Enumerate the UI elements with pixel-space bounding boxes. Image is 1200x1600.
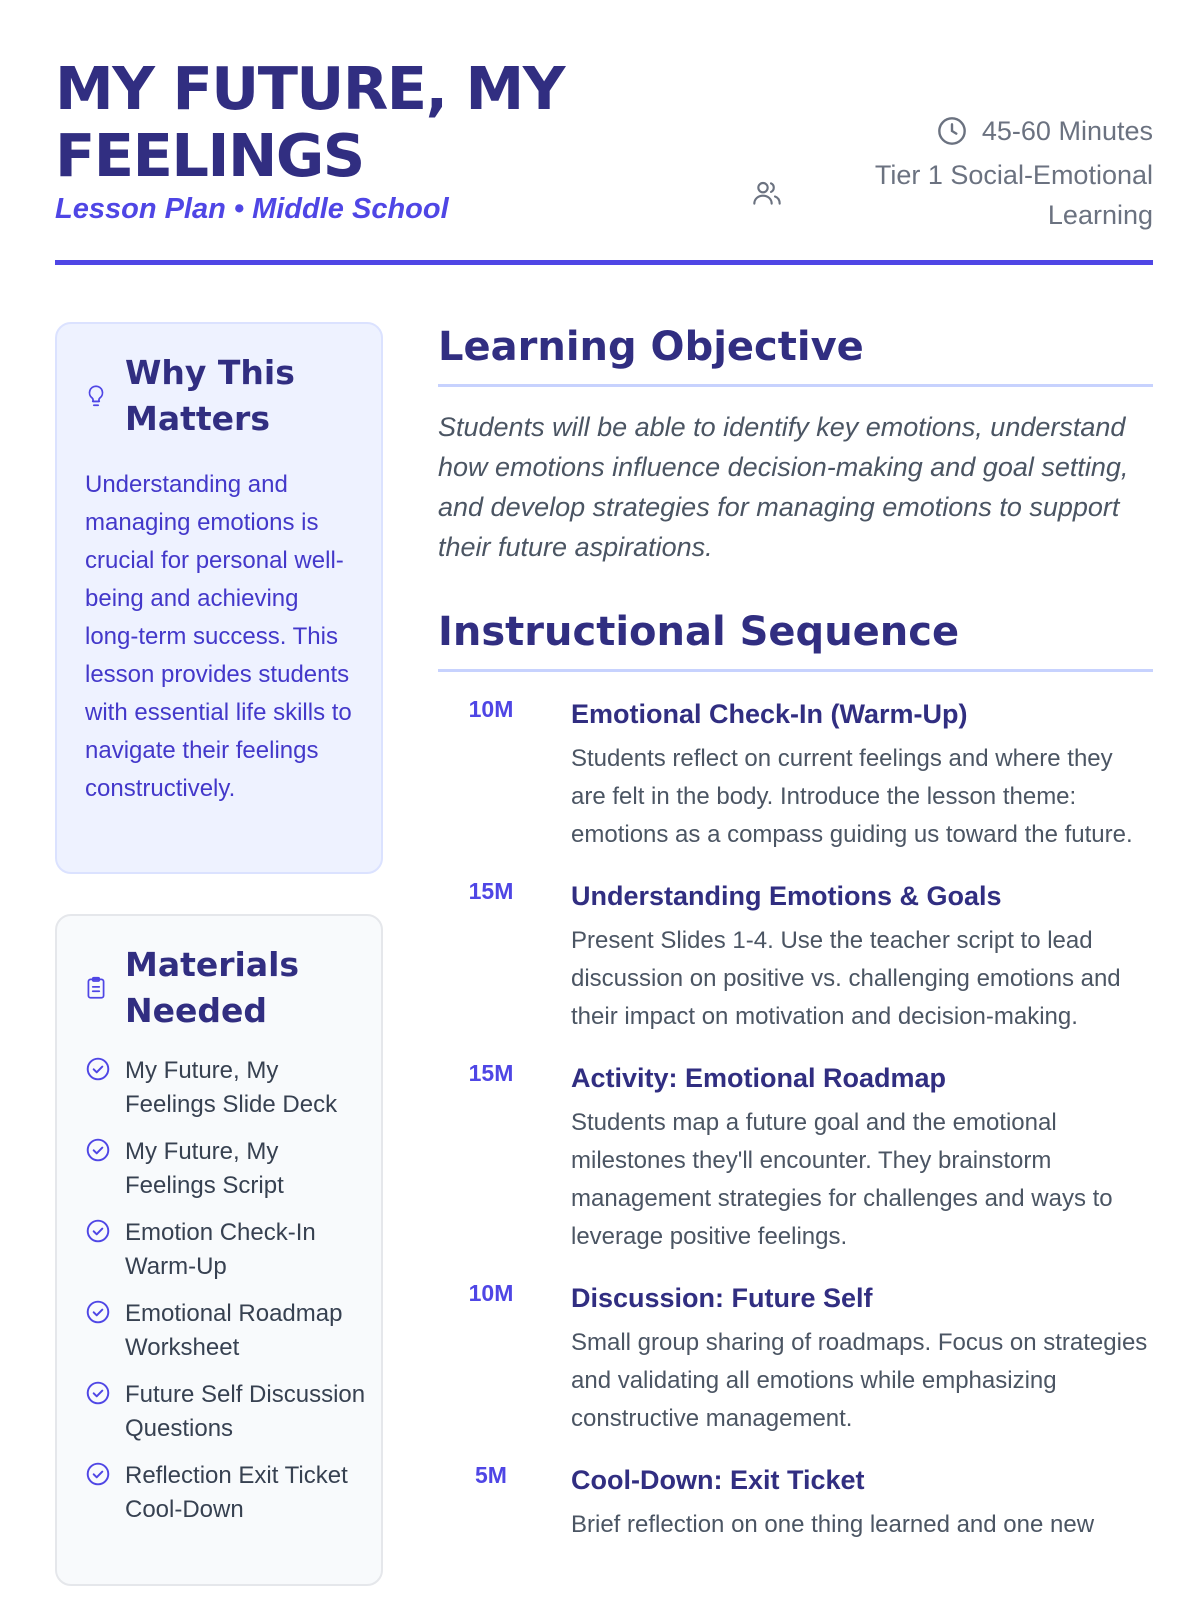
users-icon xyxy=(751,177,783,209)
why-text: Understanding and managing emotions is crucial for personal well-being and achieving long-term success. This lesson provides students with essential life skills to navigate their feelings constructively. xyxy=(85,471,352,802)
check-circle-icon xyxy=(85,1137,111,1163)
list-item xyxy=(85,1378,375,1446)
tier-label: Tier 1 Social-Emotional Learning xyxy=(874,160,1153,230)
step-duration: 15M xyxy=(468,1060,514,1086)
list-item xyxy=(85,1135,375,1203)
step-title: Understanding Emotions & Goals xyxy=(571,881,1002,911)
objective-text: Students will be able to identify key emotions, understand how emotions influence decision-making and goal setting, and develop strategies for managing emotions to support their future aspirations. xyxy=(438,412,1129,562)
step-duration: 10M xyxy=(468,696,514,722)
why-heading: Why This Matters xyxy=(125,353,295,438)
step-duration: 5M xyxy=(475,1462,507,1488)
check-circle-icon xyxy=(85,1218,111,1244)
step-description: Present Slides 1-4. Use the teacher script to lead discussion on positive vs. challenging emotions and their impact on motivation and decision-making. xyxy=(571,927,1121,1030)
check-circle-icon xyxy=(85,1299,111,1325)
page-subtitle: Lesson Plan • Middle School xyxy=(55,193,449,225)
duration xyxy=(936,115,1153,147)
materials-heading: Materials Needed xyxy=(125,945,300,1030)
objective-heading: Learning Objective xyxy=(438,322,1153,387)
material-label: Emotional Roadmap Worksheet xyxy=(125,1300,343,1361)
step-title: Discussion: Future Self xyxy=(571,1283,873,1313)
main-content xyxy=(438,322,1153,1544)
step-duration: 15M xyxy=(468,878,514,904)
lesson-header xyxy=(55,55,1153,265)
step-title: Emotional Check-In (Warm-Up) xyxy=(571,699,968,729)
materials-card xyxy=(55,914,383,1586)
sequence-step xyxy=(438,696,1153,854)
clipboard-icon xyxy=(83,975,109,1001)
clock-icon xyxy=(936,115,968,147)
step-title: Activity: Emotional Roadmap xyxy=(571,1063,947,1093)
check-circle-icon xyxy=(85,1380,111,1406)
materials-list xyxy=(85,1054,375,1540)
list-item xyxy=(85,1216,375,1284)
material-label: Emotion Check-In Warm-Up xyxy=(125,1219,316,1280)
sequence-step xyxy=(438,1462,1153,1544)
duration-label: 45-60 Minutes xyxy=(981,115,1153,146)
check-circle-icon xyxy=(85,1056,111,1082)
sequence-step xyxy=(438,878,1153,1036)
why-this-matters-card xyxy=(55,322,383,874)
step-description: Small group sharing of roadmaps. Focus on strategies and validating all emotions while emphasizing constructive management. xyxy=(571,1329,1148,1432)
sequence-step xyxy=(438,1280,1153,1438)
step-title: Cool-Down: Exit Ticket xyxy=(571,1465,865,1495)
material-label: My Future, My Feelings Script xyxy=(125,1138,284,1199)
list-item xyxy=(85,1054,375,1122)
step-description: Brief reflection on one thing learned and one new xyxy=(571,1511,1095,1538)
step-description: Students reflect on current feelings and where they are felt in the body. Introduce the lesson theme: emotions as a compass guiding us toward the future. xyxy=(571,745,1133,848)
material-label: Future Self Discussion Questions xyxy=(125,1381,366,1442)
list-item xyxy=(85,1297,375,1365)
material-label: Reflection Exit Ticket Cool-Down xyxy=(125,1462,348,1523)
sequence-step xyxy=(438,1060,1153,1256)
step-duration: 10M xyxy=(468,1280,514,1306)
list-item xyxy=(85,1459,375,1527)
sequence-heading: Instructional Sequence xyxy=(438,607,1153,672)
material-label: My Future, My Feelings Slide Deck xyxy=(125,1057,338,1118)
lightbulb-icon xyxy=(83,383,109,409)
step-description: Students map a future goal and the emotional milestones they'll encounter. They brainstorm management strategies for challenges and ways to leverage positive feelings. xyxy=(571,1109,1113,1250)
check-circle-icon xyxy=(85,1461,111,1487)
page-title: MY FUTURE, MY FEELINGS xyxy=(55,54,564,190)
